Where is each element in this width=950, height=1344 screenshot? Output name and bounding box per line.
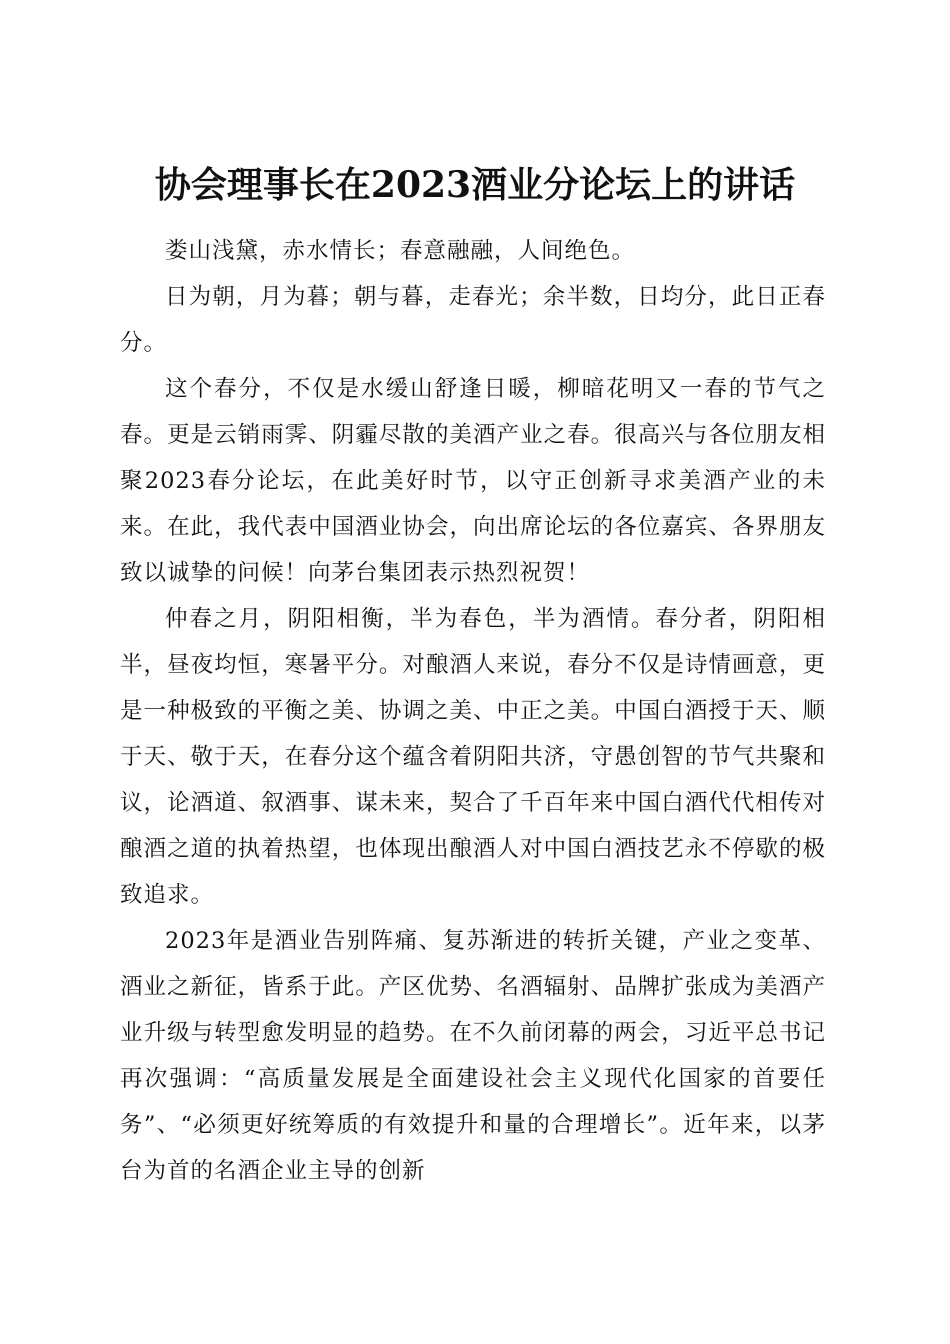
- document-title: 协会理事长在2023酒业分论坛上的讲话: [154, 164, 796, 207]
- paragraph: 2023年是酒业告别阵痛、复苏渐进的转折关键，产业之变革、酒业之新征，皆系于此。产区优势、名酒辐射、品牌扩张成为美酒产业升级与转型愈发明显的趋势。在不久前闭幕的两会，习近平总书记再次强调：“高质量发展是全面建设社会主义现代化国家的首要任务”、“必须更好统筹质的有效提升和量的合理增长”。近年来，以茅台为首的名酒企业主导的创新: [120, 928, 826, 1184]
- document-body: [120, 228, 826, 1194]
- paragraph: 日为朝，月为暮；朝与暮，走春光；余半数，日均分，此日正春分。: [120, 284, 826, 356]
- paragraph: 这个春分，不仅是水缓山舒逢日暖，柳暗花明又一春的节气之春。更是云销雨霁、阴霾尽散的美酒产业之春。很高兴与各位朋友相聚2023春分论坛，在此美好时节，以守正创新寻求美酒产业的未来。在此，我代表中国酒业协会，向出席论坛的各位嘉宾、各界朋友致以诚挚的问候！向茅台集团表示热烈祝贺！: [120, 376, 826, 586]
- paragraph: 仲春之月，阴阳相衡，半为春色，半为酒情。春分者，阴阳相半，昼夜均恒，寒暑平分。对酿酒人来说，春分不仅是诗情画意，更是一种极致的平衡之美、协调之美、中正之美。中国白酒授于天、顺于天、敬于天，在春分这个蕴含着阴阳共济，守愚创智的节气共聚和议，论酒道、叙酒事、谋未来，契合了千百年来中国白酒代代相传对酿酒之道的执着热望，也体现出酿酒人对中国白酒技艺永不停歇的极致追求。: [120, 606, 826, 908]
- paragraph: 娄山浅黛，赤水情长；春意融融，人间绝色。: [165, 238, 636, 264]
